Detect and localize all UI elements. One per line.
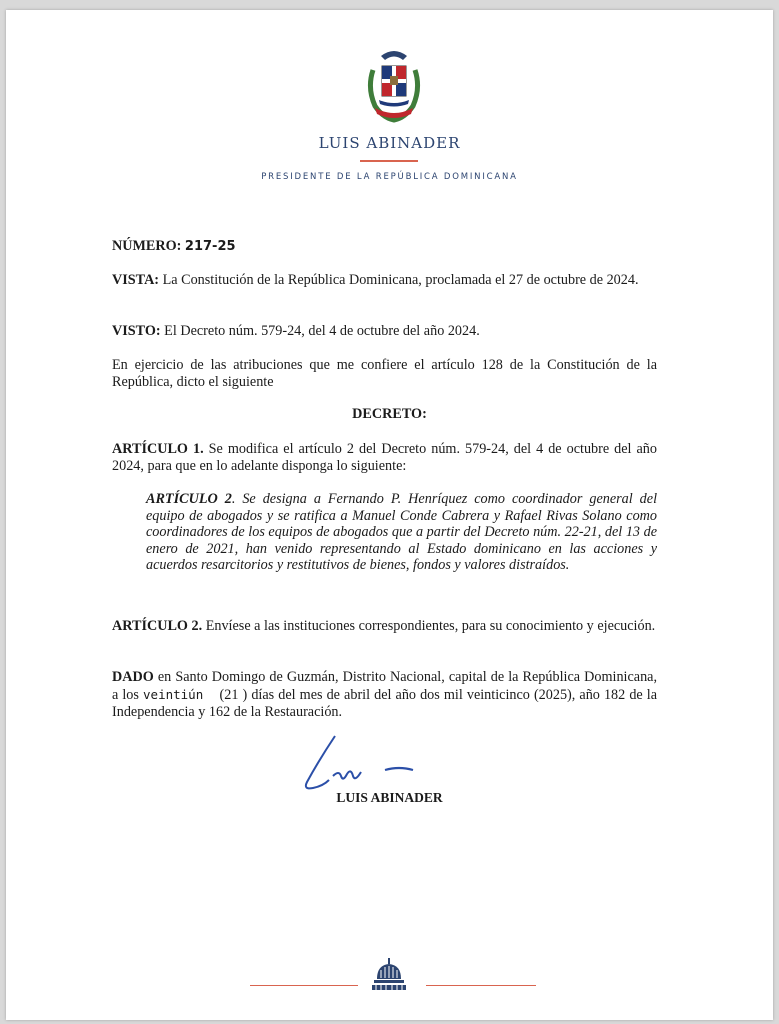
visto-label: VISTO: [112, 323, 161, 339]
numero-label: NÚMERO: [112, 238, 182, 254]
vista-text: La Constitución de la República Dominicana, proclamada el 27 de octubre de 2024. [162, 272, 639, 288]
article-2-paragraph [112, 618, 657, 635]
signatory-name: LUIS ABINADER [336, 790, 443, 805]
article-2-label: ARTÍCULO 2. [112, 618, 203, 634]
footer-rule-right [426, 985, 536, 986]
decreto-heading: DECRETO: [352, 406, 427, 422]
header-divider [360, 160, 418, 162]
quoted-article-text: . Se designa a Fernando P. Henríquez como coordinador general del equipo de abogados y se ratifica a Manuel Conde Cabrera y Rafael Rivas Solano como coordinadores de los equipos de abogados que a partir del Decreto núm. 22-21, del 13 de enero de 2021, han venido representando al Estado dominicano en las acciones y acuerdos resarcitorios y restitutivos de bienes, fondos y valores distraídos. [146, 491, 658, 573]
numero-value: 217-25 [184, 239, 236, 254]
dado-paragraph [112, 669, 657, 721]
preamble-paragraph: En ejercicio de las atribuciones que me confiere el artículo 128 de la Constitución de la República, dicto el siguiente [112, 357, 657, 390]
dado-text-b: días del mes de abril del año dos mil veinticinco (2025), año 182 de la Independencia y 162 de la Restauración. [112, 687, 658, 720]
president-name-header: LUIS ABINADER [318, 134, 461, 152]
dado-text-a: en Santo Domingo de Guzmán, Distrito Nacional, capital de la República Dominicana, a los [112, 669, 658, 703]
article-1-label: ARTÍCULO 1. [112, 441, 204, 457]
coat-of-arms-icon [363, 48, 425, 124]
president-title-header: PRESIDENTE DE LA REPÚBLICA DOMINICANA [261, 172, 518, 182]
decree-number [112, 238, 657, 255]
decree-page [6, 10, 773, 1020]
quoted-article-label: ARTÍCULO 2 [146, 491, 232, 507]
dado-day-number: (21 ) [219, 687, 248, 703]
article-2-text: Envíese a las instituciones correspondientes, para su conocimiento y ejecución. [205, 618, 656, 634]
handwritten-signature [289, 730, 429, 796]
visto-text: El Decreto núm. 579-24, del 4 de octubre del año 2024. [164, 323, 480, 339]
dado-label: DADO [112, 669, 154, 685]
article-1-text: Se modifica el artículo 2 del Decreto núm. 579-24, del 4 de octubre del año 2024, para que en lo adelante disponga lo siguiente: [112, 441, 657, 474]
dado-day-word: veintiún [143, 687, 204, 702]
vista-label: VISTA: [112, 272, 160, 288]
visto-paragraph [112, 323, 657, 340]
footer-rule-left [250, 985, 358, 986]
palace-dome-icon [370, 957, 408, 993]
article-1-paragraph [112, 441, 657, 475]
quoted-article-2 [146, 491, 657, 574]
vista-paragraph [112, 272, 657, 289]
